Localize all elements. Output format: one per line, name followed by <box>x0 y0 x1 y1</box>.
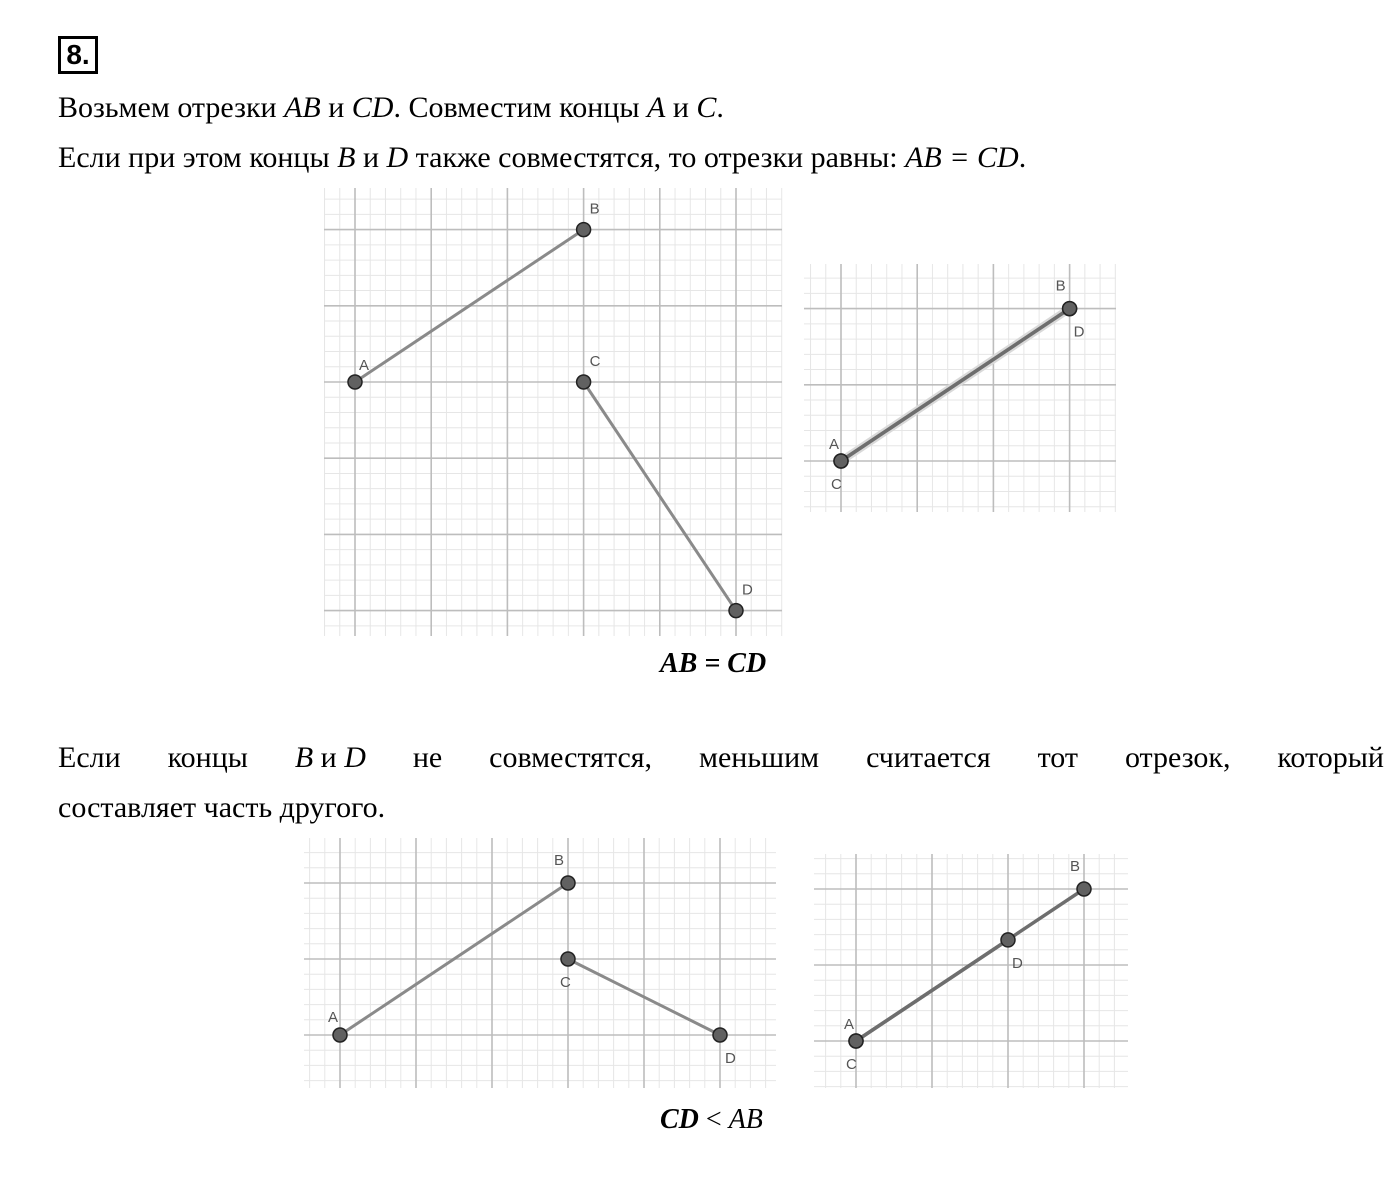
caption-equal: AB = CD <box>660 648 767 679</box>
label-a: A <box>328 1009 339 1026</box>
label-b: B <box>1055 277 1066 295</box>
point-d <box>1063 302 1077 316</box>
paragraph1-line1: Возьмем отрезки AB и CD. Совместим концы A и C. <box>58 91 724 124</box>
grid-minor <box>304 838 776 1088</box>
paragraph2-line1: Если концы B и D не совместятся, меньшим считается тот отрезок, который <box>58 741 1384 774</box>
point-d <box>1001 933 1015 947</box>
point-c <box>561 952 575 966</box>
label-c: C <box>831 476 842 493</box>
figure-segments-apart-unequal <box>304 838 776 1088</box>
point-c <box>577 375 591 389</box>
caption-less: CD < AB <box>660 1104 763 1135</box>
point-d <box>729 604 743 618</box>
label-b: B <box>589 200 600 218</box>
label-a: A <box>829 436 840 453</box>
point-d <box>713 1028 727 1042</box>
point-a <box>333 1028 347 1042</box>
paragraph2-line2: составляет часть другого. <box>58 791 386 824</box>
point-c <box>849 1034 863 1048</box>
figure-segments-overlaid-equal <box>804 264 1116 512</box>
point-b <box>1077 882 1091 896</box>
figure-segments-apart-equal <box>324 188 782 636</box>
label-d: D <box>742 581 753 599</box>
grid-minor <box>324 188 782 636</box>
point-a <box>348 375 362 389</box>
point-c <box>834 454 848 468</box>
label-a: A <box>844 1016 855 1033</box>
label-a: A <box>359 357 370 374</box>
label-b: B <box>1070 858 1081 875</box>
paragraph1-line2: Если при этом концы B и D также совместятся, то отрезки равны: AB = CD. <box>58 141 1027 174</box>
label-d: D <box>1012 954 1023 972</box>
label-b: B <box>554 852 565 869</box>
label-d: D <box>725 1050 736 1067</box>
task-number: 8. <box>58 36 98 74</box>
figure-segments-overlaid-unequal <box>814 854 1128 1088</box>
point-b <box>561 876 575 890</box>
point-b <box>577 223 591 237</box>
label-c: C <box>846 1056 857 1073</box>
label-d: D <box>1073 323 1085 341</box>
label-c: C <box>560 974 571 991</box>
label-c: C <box>589 353 601 370</box>
